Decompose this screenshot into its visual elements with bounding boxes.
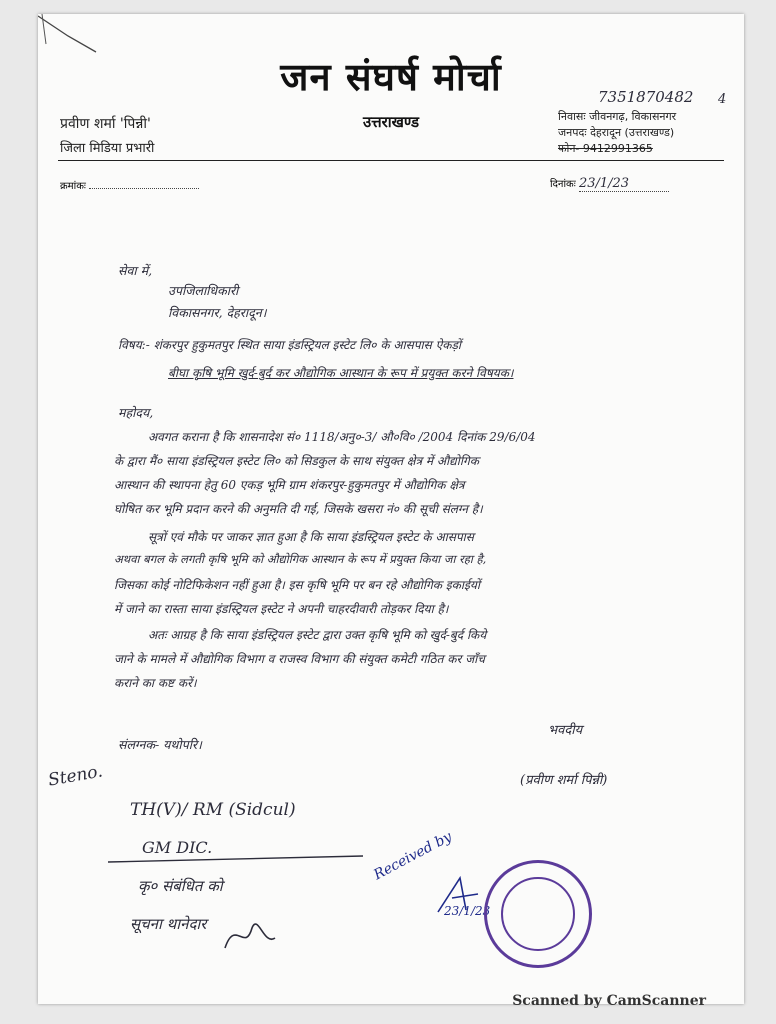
para1-line3: आस्थान की स्थापना हेतु 60 एकड़ भूमि ग्राम शंकरपुर-हुकुमतपुर में औद्योगिक क्षेत्र — [114, 478, 465, 492]
para1-line4: घोषित कर भूमि प्रदान करने की अनुमति दी गई, जिसके खसरा नं० की सूची संलग्न है। — [114, 502, 483, 516]
date-field — [550, 176, 669, 192]
kramank-dots — [89, 188, 199, 189]
steno-note: Steno. — [46, 761, 105, 791]
phone-line: फोन- 9412991365 — [558, 142, 653, 155]
para1-line1: अवगत कराना है कि शासनादेश सं० 1118/अनु०-3/ औ०वि० /2004 दिनांक 29/6/04 — [148, 430, 536, 444]
para2-line4: में जाने का रास्ता साया इंडस्ट्रियल इस्टेट ने अपनी चाहरदीवारी तोड़कर दिया है। — [114, 602, 449, 616]
para1-line2: के द्वारा मैं० साया इंडस्ट्रियल इस्टेट लि० को सिडकुल के साथ संयुक्त क्षेत्र में औद्योगिक — [114, 454, 479, 468]
signature-bhavdiya: भवदीय — [548, 723, 583, 738]
para3-line2: जाने के मामले में औद्योगिक विभाग व राजस्व विभाग की संयुक्त कमेटी गठित कर जाँच — [114, 652, 485, 666]
received-date: 23/1/23 — [444, 904, 491, 918]
para3-line1: अतः आग्रह है कि साया इंडस्ट्रियल इस्टेट द्वारा उक्त कृषि भूमि को खुर्द-बुर्द किये — [148, 628, 487, 642]
marking-line-2: GM DIC. — [142, 838, 213, 857]
header-divider — [58, 160, 724, 161]
date-value: 23/1/23 — [579, 176, 669, 192]
sender-role: जिला मिडिया प्रभारी — [60, 141, 155, 156]
kramank-field — [60, 178, 199, 192]
marking-line-4: सूचना थानेदार — [130, 915, 207, 933]
address-2: उपजिलाधिकारी — [168, 283, 239, 298]
para2-line3: जिसका कोई नोटिफिकेशन नहीं हुआ है। इस कृषि भूमि पर बन रहे औद्योगिक इकाईयों — [114, 578, 480, 592]
para3-line3: कराने का कष्ट करें। — [114, 676, 197, 690]
marking-line-1: TH(V)/ RM (Sidcul) — [130, 800, 296, 820]
marking-underline — [108, 852, 368, 866]
subject-line-2: बीघा कृषि भूमि खुर्द-बुर्द कर औद्योगिक आस्थान के रूप में प्रयुक्त करने विषयक। — [168, 366, 514, 380]
marking-line-3: कृ० संबंधित को — [138, 877, 223, 895]
address-3: विकासनगर, देहरादून। — [168, 305, 267, 320]
kramank-label: क्रमांकः — [60, 181, 86, 192]
letterhead-title: जन संघर्ष मोर्चा — [280, 54, 502, 99]
date-label: दिनांकः — [550, 179, 576, 190]
enclosure-note: संलग्नक- यथोपरि। — [118, 737, 202, 752]
letterhead-subtitle: उत्तराखण्ड — [362, 113, 420, 131]
residence-line: निवासः जीवनगढ़, विकासनगर — [558, 110, 677, 123]
letter-sheet — [38, 14, 744, 1004]
sender-name: प्रवीण शर्मा 'पिन्नी' — [60, 116, 151, 132]
subject-line-1: विषय:- शंकरपुर हुकुमतपुर स्थित साया इंडस्ट्रियल इस्टेट लि० के आसपास ऐकड़ों — [118, 338, 461, 352]
file-number-mark: 4 — [718, 92, 727, 107]
initials-signature-icon — [220, 908, 280, 958]
salutation: महोदय, — [118, 405, 154, 420]
handwritten-number: 7351870482 — [598, 88, 694, 106]
office-seal-stamp — [484, 860, 592, 968]
address-1: सेवा में, — [118, 263, 153, 278]
received-by-note: Received by — [371, 828, 455, 884]
district-line: जनपदः देहरादून (उत्तराखण्ड) — [558, 126, 675, 139]
signature-name: (प्रवीण शर्मा पिन्नी) — [520, 773, 608, 788]
para2-line2: अथवा बगल के लगती कृषि भूमि को औद्योगिक आस्थान के रूप में प्रयुक्त किया जा रहा है, — [114, 552, 487, 566]
camscanner-footer: Scanned by CamScanner — [512, 993, 706, 1009]
para2-line1: सूत्रों एवं मौके पर जाकर ज्ञात हुआ है कि साया इंडस्ट्रियल इस्टेट के आसपास — [148, 530, 474, 544]
